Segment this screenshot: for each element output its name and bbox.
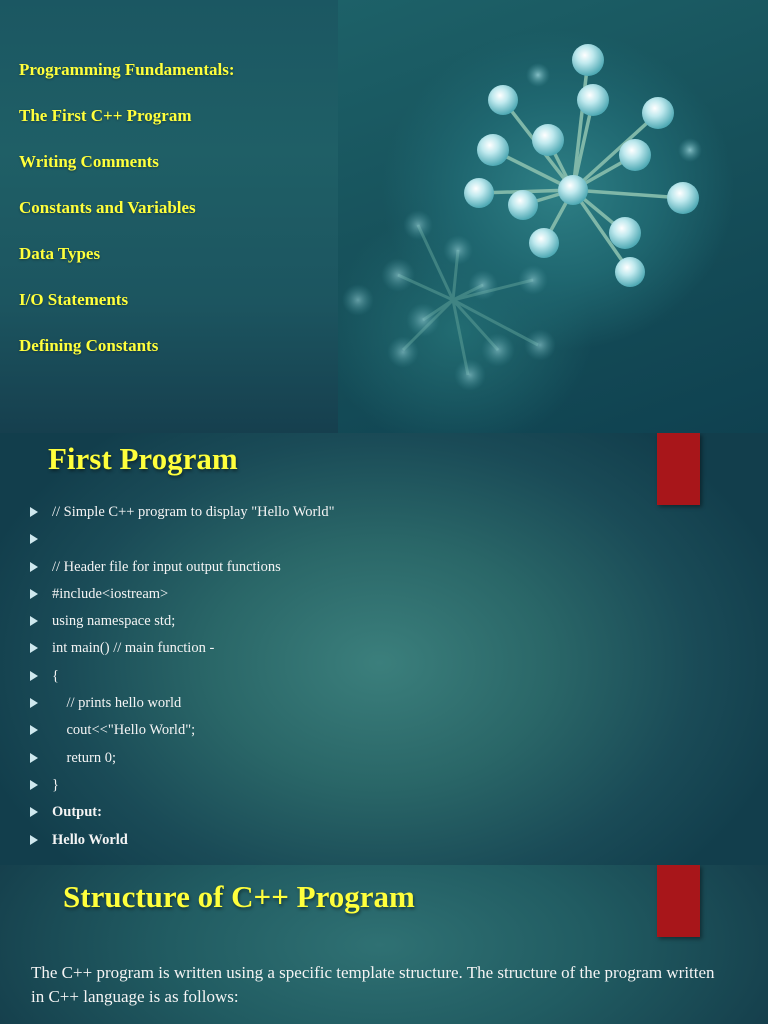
output-value: Hello World	[30, 827, 335, 854]
topic-item: Defining Constants	[19, 336, 159, 355]
slide-title: First Program	[48, 441, 238, 476]
code-line: // prints hello world	[30, 690, 335, 717]
topic-item: Data Types	[19, 244, 101, 263]
triangle-bullet-icon	[30, 671, 38, 681]
triangle-bullet-icon	[30, 589, 38, 599]
slide-agenda	[0, 0, 768, 433]
slide-structure	[0, 865, 768, 1024]
triangle-bullet-icon	[30, 835, 38, 845]
code-line: #include<iostream>	[30, 581, 335, 608]
output-label: Output:	[30, 799, 335, 826]
triangle-bullet-icon	[30, 725, 38, 735]
triangle-bullet-icon	[30, 698, 38, 708]
code-line: {	[30, 663, 335, 690]
triangle-bullet-icon	[30, 807, 38, 817]
accent-bar	[657, 865, 700, 937]
code-line: int main() // main function -	[30, 635, 335, 662]
triangle-bullet-icon	[30, 562, 38, 572]
topic-list	[19, 58, 235, 380]
triangle-bullet-icon	[30, 643, 38, 653]
code-line: // Header file for input output functions	[30, 554, 335, 581]
slide-first-program	[0, 433, 768, 865]
code-line: using namespace std;	[30, 608, 335, 635]
triangle-bullet-icon	[30, 616, 38, 626]
topic-item: Writing Comments	[19, 152, 159, 171]
code-line: }	[30, 772, 335, 799]
body-paragraph: The C++ program is written using a specific template structure. The structure of the program written in C++ language is as follows:	[31, 963, 715, 1006]
code-line: cout<<"Hello World";	[30, 717, 335, 744]
code-line	[30, 526, 335, 553]
topic-item: The First C++ Program	[19, 106, 192, 125]
triangle-bullet-icon	[30, 534, 38, 544]
code-line: // Simple C++ program to display "Hello World"	[30, 499, 335, 526]
flower-photo	[338, 0, 768, 433]
topic-item: Programming Fundamentals:	[19, 60, 235, 79]
umbel-flower-illustration	[338, 0, 768, 433]
topic-item: Constants and Variables	[19, 198, 196, 217]
triangle-bullet-icon	[30, 753, 38, 763]
accent-bar	[657, 433, 700, 505]
slide-title: Structure of C++ Program	[63, 879, 415, 914]
topic-item: I/O Statements	[19, 290, 129, 309]
triangle-bullet-icon	[30, 780, 38, 790]
triangle-bullet-icon	[30, 507, 38, 517]
code-line: return 0;	[30, 745, 335, 772]
code-listing	[30, 499, 335, 854]
